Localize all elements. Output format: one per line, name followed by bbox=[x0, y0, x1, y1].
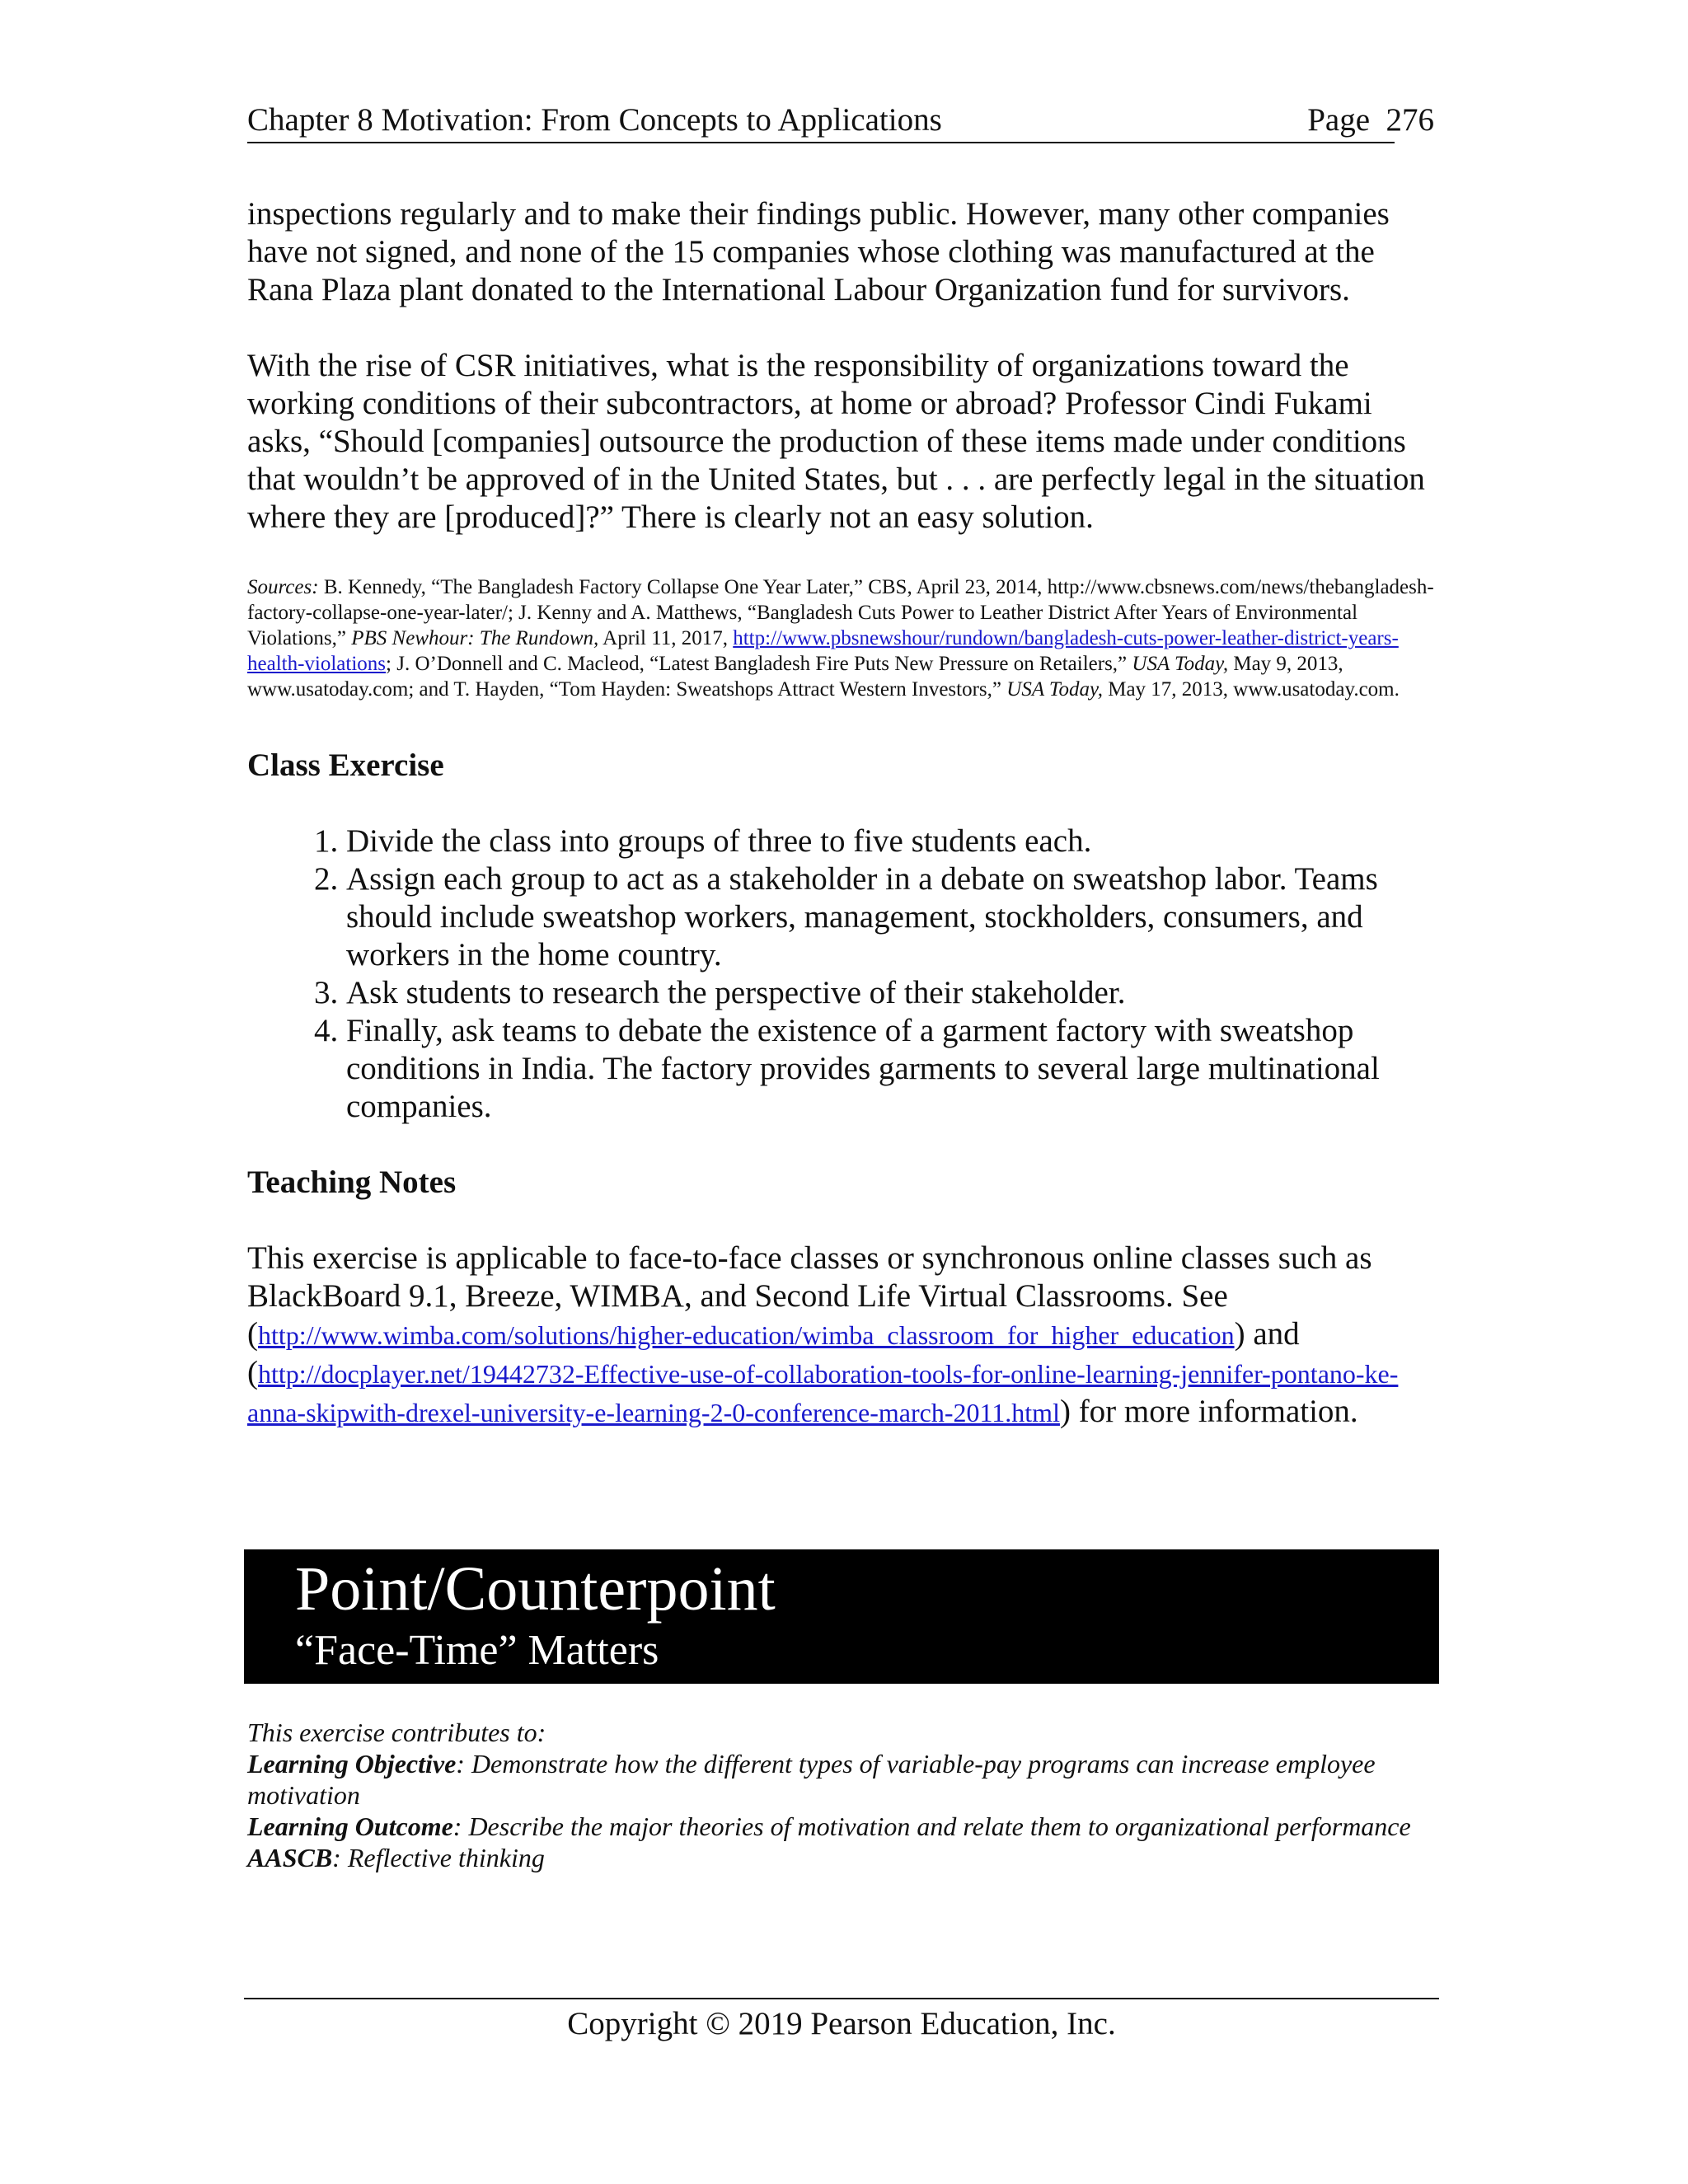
chapter-title: Chapter 8 Motivation: From Concepts to Applications bbox=[247, 102, 942, 138]
sources-label: Sources: bbox=[247, 576, 319, 598]
teaching-notes-heading: Teaching Notes bbox=[247, 1165, 457, 1200]
header-rule bbox=[247, 142, 1395, 143]
copyright-footer: Copyright © 2019 Pearson Education, Inc. bbox=[567, 2006, 1116, 2041]
sources-note bbox=[247, 574, 1442, 702]
class-exercise-heading: Class Exercise bbox=[247, 748, 444, 783]
notes-text: ) and ( bbox=[247, 1316, 1300, 1390]
page-label: Page bbox=[1307, 102, 1370, 138]
contributes-block bbox=[247, 1717, 1442, 1873]
teaching-notes-text bbox=[247, 1240, 1442, 1432]
exercise-step: 4. Finally, ask teams to debate the existence of a garment factory with sweatshop conditions in India. The factory provides garments to several large multinational companies. bbox=[346, 1012, 1442, 1126]
banner-subtitle: “Face-Time” Matters bbox=[295, 1627, 659, 1674]
sources-text: April 11, 2017, bbox=[598, 627, 734, 649]
exercise-step: 3. Ask students to research the perspective of their stakeholder. bbox=[346, 974, 1442, 1012]
notes-text: This exercise is applicable to face-to-face classes or synchronous online classes such as BlackBoard 9.1, Breeze, WIMBA, and Second Life Virtual Classrooms. See ( bbox=[247, 1240, 1372, 1352]
source-publication: USA Today, bbox=[1132, 653, 1229, 675]
sources-text: ; J. O’Donnell and C. Macleod, “Latest Bangladesh Fire Puts New Pressure on Retailers,” bbox=[386, 653, 1132, 675]
main-content bbox=[247, 195, 1442, 1469]
learning-objective-label: Learning Objective bbox=[247, 1749, 457, 1779]
running-header bbox=[247, 97, 1434, 143]
learning-outcome-label: Learning Outcome bbox=[247, 1811, 453, 1841]
sources-text: May 9, 2013, www.usatoday.com; and T. Hayden, “Tom Hayden: Sweatshops Attract Western Investors,” bbox=[247, 653, 1343, 701]
learning-outcome bbox=[247, 1811, 1442, 1842]
source-publication: PBS Newhour: The Rundown, bbox=[351, 627, 599, 649]
exercise-step: 1. Divide the class into groups of three to five students each. bbox=[346, 823, 1442, 860]
point-counterpoint-banner bbox=[244, 1549, 1439, 1684]
aascb bbox=[247, 1842, 1442, 1873]
contributes-intro: This exercise contributes to: bbox=[247, 1718, 546, 1747]
sources-text: B. Kennedy, “The Bangladesh Factory Collapse One Year Later,” CBS, April 23, 2014, http://www.cbsnews.com/news/thebangladesh-factory-collapse-one-year-later/; J. Kenny and A. Matthews, “Bangladesh Cuts Power to Leather District After Years of Environmental Violations,” bbox=[247, 576, 1434, 649]
wimba-link[interactable]: http://www.wimba.com/solutions/higher-education/wimba_classroom_for_higher_education bbox=[258, 1320, 1235, 1350]
banner-title: Point/Counterpoint bbox=[295, 1554, 776, 1624]
page-number: 276 bbox=[1386, 102, 1434, 138]
learning-objective-text: : Demonstrate how the different types of variable-pay programs can increase employee motivation bbox=[247, 1749, 1376, 1810]
aascb-text: : Reflective thinking bbox=[332, 1843, 545, 1872]
paragraph: inspections regularly and to make their findings public. However, many other companies have not signed, and none of the 15 companies whose clothing was manufactured at the Rana Plaza plant donated to the International Labour Organization fund for survivors. bbox=[247, 196, 1390, 307]
docplayer-link[interactable]: http://docplayer.net/19442732-Effective-use-of-collaboration-tools-for-online-learning-jennifer-pontano-ke-anna-skipwith-drexel-university-e-learning-2-0-conference-march-2011.html bbox=[247, 1359, 1399, 1427]
notes-text: ) for more information. bbox=[1059, 1394, 1358, 1429]
sources-text: May 17, 2013, www.usatoday.com. bbox=[1102, 678, 1400, 701]
source-publication: USA Today, bbox=[1006, 678, 1103, 701]
page-number-block bbox=[1307, 97, 1434, 143]
aascb-label: AASCB bbox=[247, 1843, 333, 1872]
learning-outcome-text: : Describe the major theories of motivation and relate them to organizational performance bbox=[452, 1811, 1411, 1841]
exercise-step: 2. Assign each group to act as a stakeholder in a debate on sweatshop labor. Teams should include sweatshop workers, management, stockholders, consumers, and workers in the home country. bbox=[346, 860, 1442, 974]
learning-objective bbox=[247, 1748, 1442, 1811]
exercise-steps bbox=[247, 823, 1442, 1126]
pbs-link[interactable]: http://www.pbsnewshour/rundown/bangladesh-cuts-power-leather-district-years-health-violations bbox=[247, 627, 1399, 675]
paragraph: With the rise of CSR initiatives, what is the responsibility of organizations toward the working conditions of their subcontractors, at home or abroad? Professor Cindi Fukami asks, “Should [companies] outsource the production of these items made under conditions that wouldn’t be approved of in the United States, but . . . are perfectly legal in the situation where they are [produced]?” There is clearly not an easy solution. bbox=[247, 348, 1425, 535]
